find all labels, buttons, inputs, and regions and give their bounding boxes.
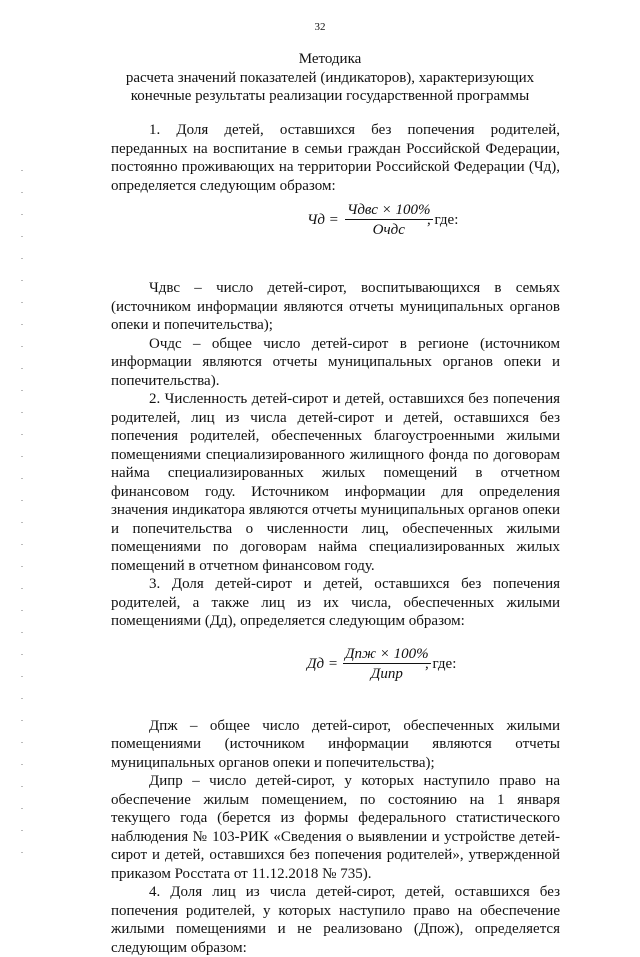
paragraph-1: 1. Доля детей, оставшихся без попечения родителей, переданных на воспитание в семьи граждан Российской Федерации, постоянно проживающих на территории Российской Федерации (Чд), определяется следующим образом:	[111, 122, 560, 194]
formula-chd-denominator: Очдс	[372, 222, 405, 238]
formula-chd	[111, 201, 560, 251]
formula-chd-tail: , где:	[427, 212, 459, 228]
paragraph-dipr: Дипр – число детей-сирот, у которых наступило право на обеспечение жилым помещением, по состоянию на 1 января текущего года (берется из формы федерального статистического наблюдения № 103-РИК «Сведения о выявлении и устройстве детей-сирот и детей, оставшихся без попечения родителей», утвержденной приказом Росстата от 11.12.2018 № 735).	[111, 773, 560, 882]
formula-chd-lhs: Чд =	[307, 212, 339, 228]
title-line-2: расчета значений показателей (индикаторов), характеризующих	[125, 69, 535, 86]
title-line-1: Методика	[298, 51, 362, 67]
formula-dd	[111, 643, 560, 693]
scan-margin-dots	[21, 170, 23, 860]
paragraph-dpzh: Дпж – общее число детей-сирот, обеспеченных жилыми помещениями (источником информации являются отчеты муниципальных органов опеки и попечительства);	[111, 717, 560, 771]
paragraph-ochds: Очдс – общее число детей-сирот в регионе (источником информации являются отчеты муниципальных органов опеки и попечительства).	[111, 335, 560, 389]
paragraph-4: 4. Доля лиц из числа детей-сирот, детей, оставшихся без попечения родителей, у которых наступило право на обеспечение жилыми помещениями и не реализовано (Дпож), определяется следующим образом:	[111, 884, 560, 956]
spacer	[111, 259, 560, 279]
formula-dd-numerator: Дпж × 100%	[345, 645, 429, 662]
formula-dd-fraction	[343, 645, 431, 683]
page-number: 32	[314, 21, 326, 33]
formula-dd-denominator: Дипр	[370, 665, 403, 682]
formula-dd-lhs: Дд =	[307, 655, 339, 672]
document-body	[111, 121, 560, 957]
paragraph-3: 3. Доля детей-сирот и детей, оставшихся без попечения родителей, а также лиц из их числа, обеспеченных жилыми помещениями (Дд), определяется следующим образом:	[111, 576, 560, 629]
document-title	[100, 50, 560, 106]
paragraph-chdvs: Чдвс – число детей-сирот, воспитывающихся в семьях (источником информации являются отчеты муниципальных органов опеки и попечительства);	[111, 280, 560, 333]
title-line-3: конечные результаты реализации государственной программы	[130, 88, 530, 104]
paragraph-2: 2. Численность детей-сирот и детей, оставшихся без попечения родителей, лиц из числа детей-сирот и детей, оставшихся без попечения родителей, обеспеченных благоустроенными жилыми помещениями специализированного жилищного фонда по договорам найма специализированных жилых помещений в отчетном финансовом году. Источником информации для определения значения индикатора являются отчеты муниципальных органов опеки и попечительства о численности лиц, обеспеченных жилыми помещениями по договорам найма специализированных жилых помещений в отчетном финансовом году.	[111, 391, 560, 574]
formula-dd-tail: , где:	[425, 655, 457, 672]
formula-chd-fraction	[345, 201, 433, 239]
formula-chd-numerator: Чдвс × 100%	[347, 202, 431, 218]
